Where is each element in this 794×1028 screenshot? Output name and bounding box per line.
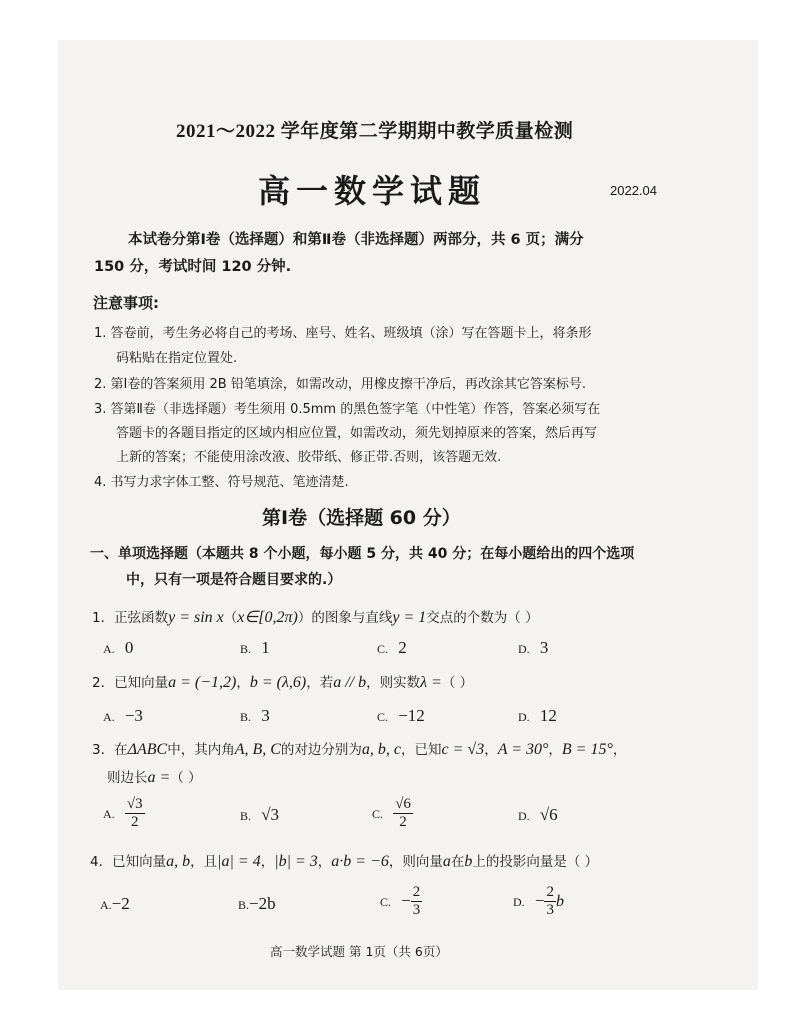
option-a[interactable]: A. −3 [103,706,143,725]
option-c[interactable]: C. 2 [377,638,407,657]
option-a[interactable]: A. 0 [103,638,134,657]
option-c[interactable]: C. $\frac{√6}{2}$ [372,796,411,830]
page-footer: 高一数学试题 第 1页（共 6页） [270,944,448,959]
notice-item: 码粘贴在指定位置处. [116,351,238,366]
option-d[interactable]: D. √6 [518,805,558,824]
option-c[interactable]: C. −12 [377,706,425,725]
option-b[interactable]: B. √3 [240,805,280,824]
question-1-stem: 1．正弦函数y = sin x（x∈[0,2π)）的图象与直线y = 1交点的个数为（ ） [92,609,539,626]
notice-item: 3. 答第Ⅱ卷（非选择题）考生须用 0.5mm 的黑色签字笔（中性笔）作答，答案必须写在 [94,402,601,417]
part-heading-line-2: 中，只有一项是符合题目要求的.） [126,572,342,588]
option-a[interactable]: A. $\frac{√3}{2}$ [103,796,143,830]
notice-item: 4. 书写力求字体工整、符号规范、笔迹清楚. [94,475,349,490]
section-title: 第Ⅰ卷（选择题 60 分） [262,507,461,529]
notice-item: 答题卡的各题目指定的区域内相应位置，如需改动，须先划掉原来的答案，然后再写 [116,426,598,441]
intro-line-1: 本试卷分第Ⅰ卷（选择题）和第Ⅱ卷（非选择题）两部分，共 6 页；满分 [128,232,584,248]
question-4-stem: 4．已知向量a, b，且|a| = 4，|b| = 3，a·b = −6，则向量a在b上的投影向量是（ ） [90,853,599,870]
question-2-stem: 2．已知向量a = (−1,2)，b = (λ,6)，若a // b，则实数λ =（ ） [92,674,474,691]
notice-item: 上新的答案；不能使用涂改液、胶带纸、修正带.否则，该答题无效. [116,450,502,465]
option-d[interactable]: D. 12 [518,706,557,725]
exam-date: 2022.04 [610,183,657,198]
option-b[interactable]: B. 1 [240,638,270,657]
subject-title: 高一数学试题 [258,172,487,210]
option-b[interactable]: B.−2b [238,894,276,913]
option-b[interactable]: B. 3 [240,706,270,725]
exam-title: 2021～2022 学年度第二学期期中教学质量检测 [176,121,574,142]
notice-item: 1. 答卷前，考生务必将自己的考场、座号、姓名、班级填（涂）写在答题卡上，将条形 [94,326,592,341]
part-heading-line-1: 一、单项选择题（本题共 8 个小题，每小题 5 分，共 40 分；在每小题给出的四个选项 [90,546,635,562]
option-a[interactable]: A.−2 [100,894,130,913]
question-3-stem: 3．在ΔABC中，其内角A, B, C的对边分别为a, b, c，已知c = √3，A = 30°，B = 15°， [92,741,627,758]
option-c[interactable]: C. − $\frac{2}{3}$ [380,884,421,918]
intro-line-2: 150 分，考试时间 120 分钟. [94,259,292,275]
question-3-stem-line-2: 则边长a =（ ） [107,769,202,786]
option-d[interactable]: D. 3 [518,638,549,657]
notice-item: 2. 第Ⅰ卷的答案须用 2B 铅笔填涂，如需改动，用橡皮擦干净后，再改涂其它答案标号. [94,377,586,392]
notice-heading: 注意事项: [93,294,159,312]
option-d[interactable]: D. − $\frac{2}{3}$ b [513,884,564,918]
